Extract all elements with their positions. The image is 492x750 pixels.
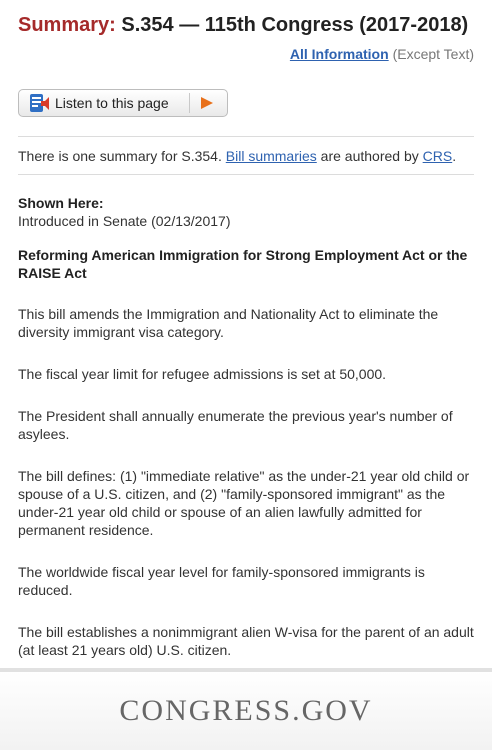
title-label: Summary: xyxy=(18,14,116,36)
listen-button[interactable] xyxy=(18,89,228,117)
listen-divider xyxy=(189,93,190,113)
summary-count-prefix: There is one summary for S.354. xyxy=(18,148,222,164)
congress-gov-logo[interactable]: CONGRESS.GOV xyxy=(119,694,373,727)
speaker-icon xyxy=(29,93,51,113)
summary-paragraph: The worldwide fiscal year level for family-sponsored immigrants is reduced. xyxy=(18,564,425,598)
title-bill: S.354 — 115th Congress (2017-2018) xyxy=(121,14,469,36)
shown-here-heading: Shown Here: xyxy=(18,195,104,211)
divider-bottom xyxy=(18,174,474,175)
summary-paragraph: The President shall annually enumerate the previous year's number of asylees. xyxy=(18,408,453,442)
summary-suffix: . xyxy=(452,148,457,164)
crs-link[interactable]: CRS xyxy=(422,148,453,164)
divider-top xyxy=(18,136,474,137)
footer xyxy=(0,672,492,750)
shown-here-subtext: Introduced in Senate (02/13/2017) xyxy=(18,213,231,229)
page-title xyxy=(18,14,488,37)
listen-label: Listen to this page xyxy=(55,95,169,111)
act-heading: Reforming American Immigration for Strong Employment Act or the RAISE Act xyxy=(18,247,468,281)
summary-middle-text: are authored by xyxy=(320,148,419,164)
summary-paragraph: This bill amends the Immigration and Nationality Act to eliminate the diversity immigrant visa category. xyxy=(18,306,439,340)
summary-paragraph: The bill establishes a nonimmigrant alien W-visa for the parent of an adult (at least 21 years old) U.S. citizen. xyxy=(18,624,474,658)
summary-paragraph: The bill defines: (1) "immediate relative" as the under-21 year old child or spouse of a U.S. citizen, and (2) "family-sponsored immigrant" as the under-21 year old child or spouse of an alien lawfully admitted for permanent residence. xyxy=(18,468,470,538)
all-information-link[interactable]: All Information xyxy=(289,46,389,62)
bill-summaries-link[interactable]: Bill summaries xyxy=(225,148,317,164)
play-icon[interactable] xyxy=(201,97,213,109)
all-information-suffix: (Except Text) xyxy=(392,46,474,62)
summary-count-line xyxy=(18,148,456,164)
summary-paragraph: The fiscal year limit for refugee admissions is set at 50,000. xyxy=(18,366,387,382)
all-information-row xyxy=(290,46,474,62)
summary-content xyxy=(18,246,478,683)
